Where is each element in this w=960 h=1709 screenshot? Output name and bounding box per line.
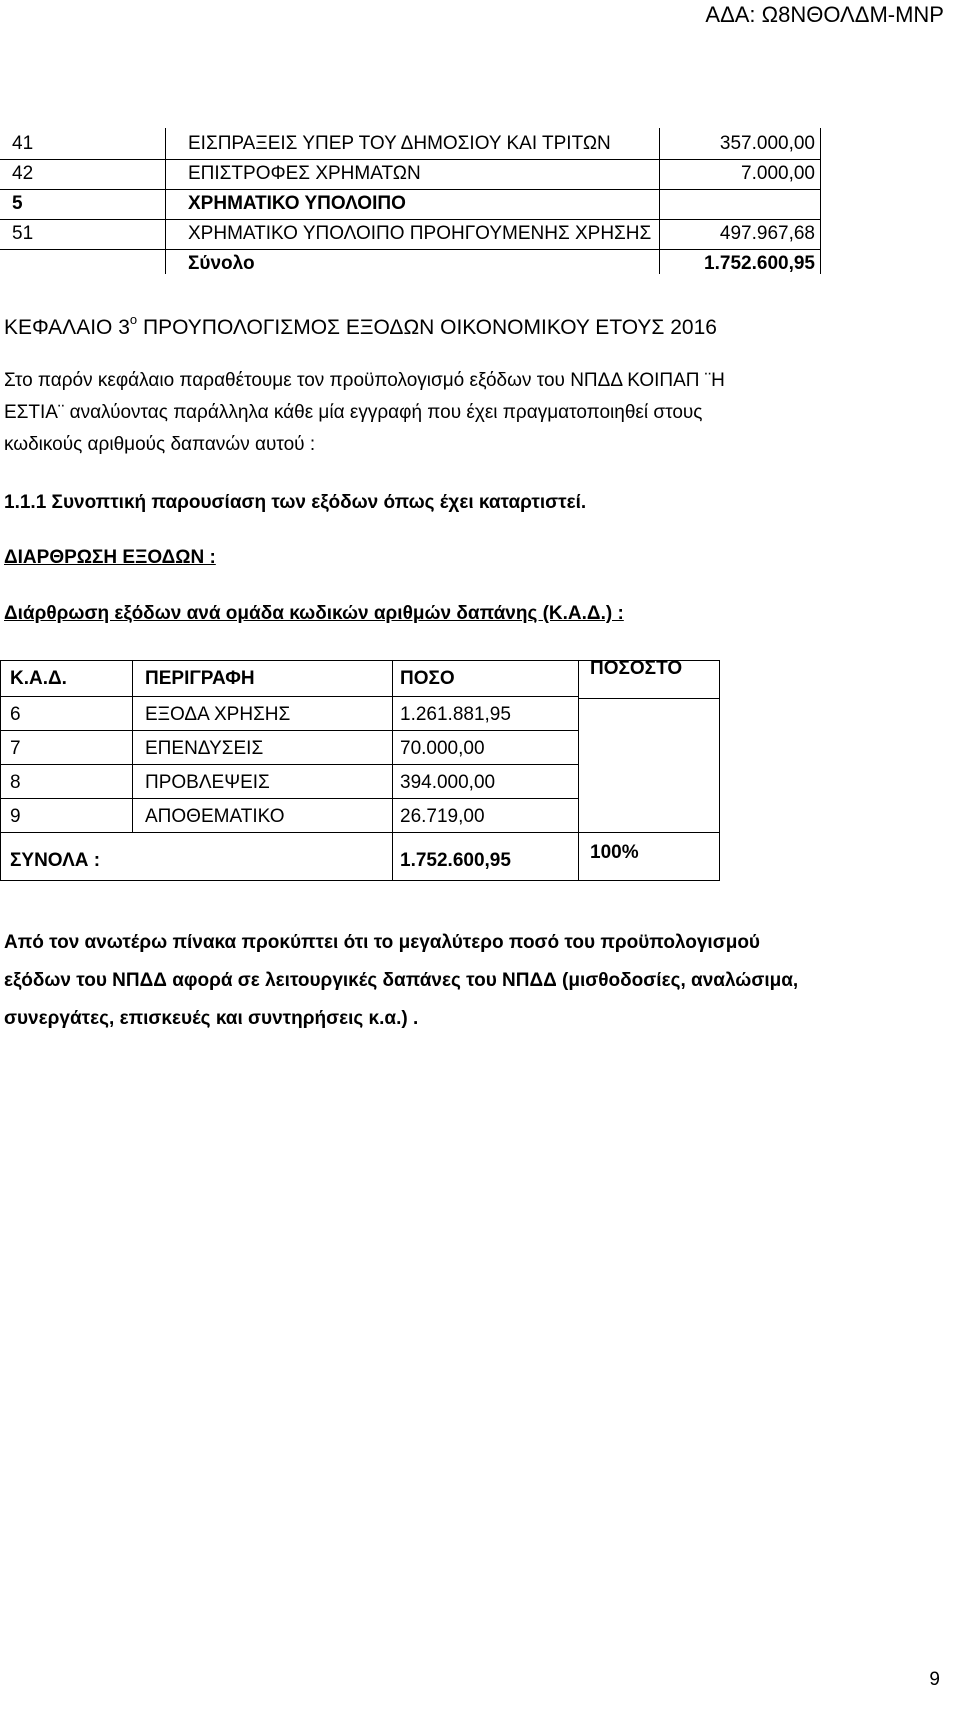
intro-line: κωδικούς αριθμούς δαπανών αυτού : xyxy=(4,434,316,455)
row-amount: 394.000,00 xyxy=(400,772,496,793)
row-description: ΧΡΗΜΑΤΙΚΟ ΥΠΟΛΟΙΠΟ ΠΡΟΗΓΟΥΜΕΝΗΣ ΧΡΗΣΗΣ xyxy=(188,223,652,244)
row-divider xyxy=(0,730,578,731)
row-code: 7 xyxy=(10,738,21,759)
table-border-bottom xyxy=(0,880,720,881)
row-amount: 70.000,00 xyxy=(400,738,485,759)
total-percentage: 100% xyxy=(590,842,639,863)
row-code: 6 xyxy=(10,704,21,725)
row-amount: 7.000,00 xyxy=(741,163,815,184)
chapter-suffix: ΠΡΟΥΠΟΛΟΓΙΣΜΟΣ ΕΞΟΔΩΝ ΟΙΚΟΝΟΜΙΚΟΥ ΕΤΟΥΣ 2016 xyxy=(137,316,717,339)
row-code: 9 xyxy=(10,806,21,827)
row-description: ΕΠΙΣΤΡΟΦΕΣ ΧΡΗΜΑΤΩΝ xyxy=(188,163,421,184)
chapter-sup: ο xyxy=(129,312,138,327)
row-description: ΕΞΟΔΑ ΧΡΗΣΗΣ xyxy=(145,704,291,725)
row-amount: 497.967,68 xyxy=(719,223,815,244)
header-percentage: ΠΟΣΟΣΤΟ xyxy=(590,658,683,679)
intro-line: Στο παρόν κεφάλαιο παραθέτουμε τον προϋπολογισμό εξόδων του ΝΠΔΔ ΚΟΙΠΑΠ ¨Η xyxy=(4,370,725,391)
table-row xyxy=(0,218,960,250)
row-code: 51 xyxy=(12,223,34,244)
row-divider xyxy=(0,798,578,799)
chapter-title xyxy=(4,312,717,340)
col-divider xyxy=(132,660,133,833)
chapter-prefix: ΚΕΦΑΛΑΙΟ 3 xyxy=(4,316,130,339)
row-code: 8 xyxy=(10,772,21,793)
table-row xyxy=(0,128,960,160)
row-divider xyxy=(0,764,578,765)
row-description: ΕΙΣΠΡΑΞΕΙΣ ΥΠΕΡ ΤΟΥ ΔΗΜΟΣΙΟΥ ΚΑΙ ΤΡΙΤΩΝ xyxy=(188,133,611,154)
ada-code: ΑΔΑ: Ω8ΝΘΟΛΔΜ-ΜΝΡ xyxy=(705,2,944,27)
row-code: 42 xyxy=(12,163,34,184)
row-description: ΑΠΟΘΕΜΑΤΙΚΟ xyxy=(145,806,285,827)
expense-table xyxy=(0,660,720,882)
page-number: 9 xyxy=(929,1669,940,1690)
total-amount: 1.752.600,95 xyxy=(704,253,815,274)
intro-paragraph xyxy=(4,365,944,461)
intro-line: ΕΣΤΙΑ¨ αναλύοντας παράλληλα κάθε μία εγγραφή που έχει πραγματοποιηθεί στους xyxy=(4,402,703,423)
row-amount: 357.000,00 xyxy=(719,133,815,154)
row-code: 41 xyxy=(12,133,34,154)
row-description: ΕΠΕΝΔΥΣΕΙΣ xyxy=(145,738,264,759)
row-amount: 1.261.881,95 xyxy=(400,704,511,725)
col-divider xyxy=(392,660,393,881)
header-description: ΠΕΡΙΓΡΑΦΗ xyxy=(145,668,255,689)
conclusion-paragraph xyxy=(4,924,944,1038)
table-border-left xyxy=(0,660,1,881)
breakdown-heading: Διάρθρωση εξόδων ανά ομάδα κωδικών αριθμών δαπάνης (Κ.Α.Δ.) : xyxy=(4,603,624,624)
pct-total-divider xyxy=(578,832,720,833)
conclusion-line: συνεργάτες, επισκευές και συντηρήσεις κ.α.) . xyxy=(4,1008,419,1029)
table-row xyxy=(0,188,960,220)
total-label: ΣΥΝΟΛΑ : xyxy=(10,850,101,871)
table-row xyxy=(0,158,960,190)
section-heading: 1.1.1 Συνοπτική παρουσίαση των εξόδων όπως έχει καταρτιστεί. xyxy=(4,492,587,513)
col-divider xyxy=(578,660,579,881)
row-divider xyxy=(0,696,578,697)
conclusion-line: εξόδων του ΝΠΔΔ αφορά σε λειτουργικές δαπάνες του ΝΠΔΔ (μισθοδοσίες, αναλώσιμα, xyxy=(4,970,799,991)
table-total-row xyxy=(0,248,960,280)
table-border-right xyxy=(719,660,720,881)
row-divider xyxy=(0,832,578,833)
row-code: 5 xyxy=(12,193,23,214)
header-code: Κ.Α.Δ. xyxy=(10,668,67,689)
conclusion-line: Από τον ανωτέρω πίνακα προκύπτει ότι το μεγαλύτερο ποσό του προϋπολογισμού xyxy=(4,932,760,953)
row-description: ΧΡΗΜΑΤΙΚΟ ΥΠΟΛΟΙΠΟ xyxy=(188,193,406,214)
total-label: Σύνολο xyxy=(188,253,255,274)
header-amount: ΠΟΣΟ xyxy=(400,668,455,689)
structure-heading: ΔΙΑΡΘΡΩΣΗ ΕΞΟΔΩΝ : xyxy=(4,547,216,568)
pct-header-divider xyxy=(578,698,720,699)
total-amount: 1.752.600,95 xyxy=(400,850,511,871)
row-description: ΠΡΟΒΛΕΨΕΙΣ xyxy=(145,772,270,793)
row-amount: 26.719,00 xyxy=(400,806,485,827)
